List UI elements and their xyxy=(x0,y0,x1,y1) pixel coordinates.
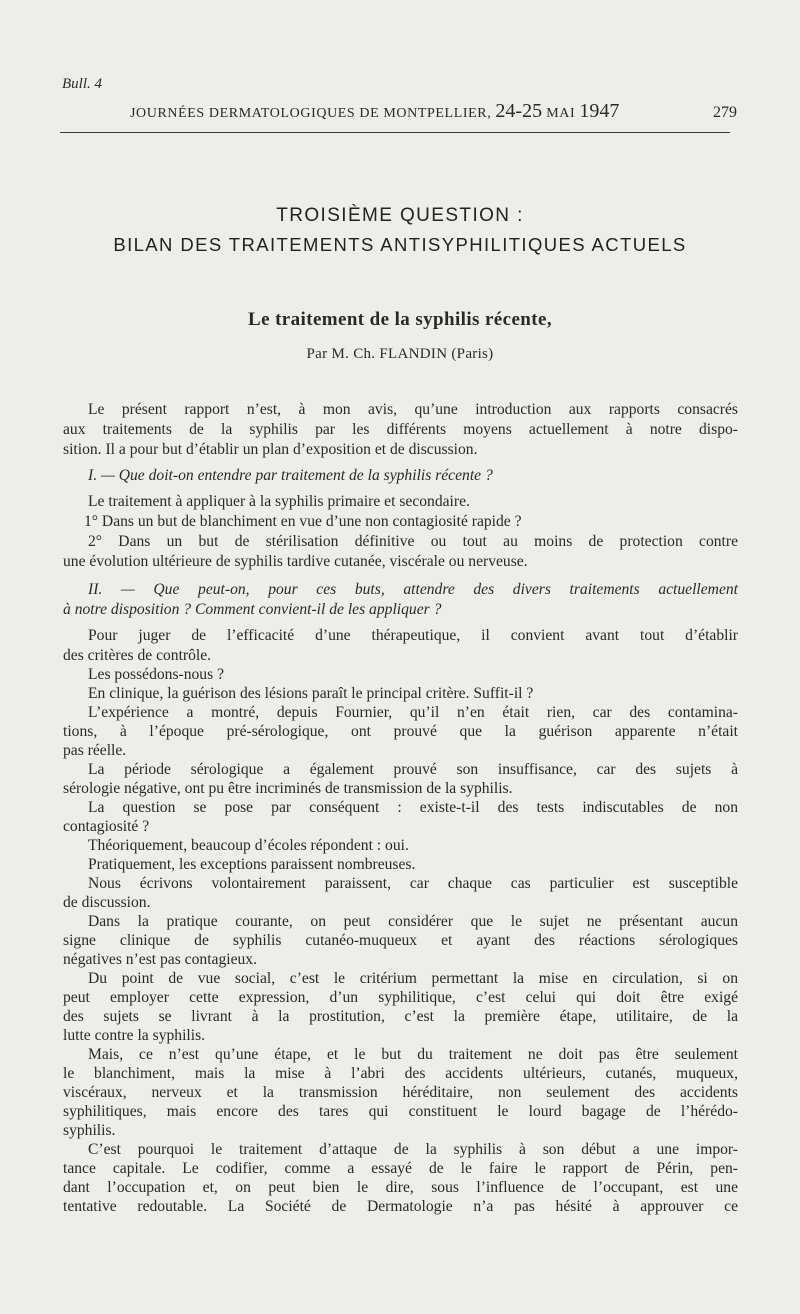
header-month: MAI xyxy=(546,106,576,121)
body-line: négatives n’est pas contagieux. xyxy=(63,951,257,968)
page-number: 279 xyxy=(713,104,737,121)
header-divider xyxy=(60,132,730,133)
body-line: pas réelle. xyxy=(63,742,127,759)
body-line-heading: à notre disposition ? Comment convient-il de les appliquer ? xyxy=(63,601,442,618)
body-line-heading: II. — Que peut-on, pour ces buts, attendre des divers traitements actuellement xyxy=(88,581,738,598)
body-line: dant l’occupation et, on peut bien le dire, sous l’influence de l’occupant, est une xyxy=(63,1179,738,1196)
body-line: 1° Dans un but de blanchiment en vue d’une non contagiosité rapide ? xyxy=(84,513,522,530)
body-line-heading: I. — Que doit-on entendre par traitement de la syphilis récente ? xyxy=(88,467,493,484)
body-line: C’est pourquoi le traitement d’attaque de la syphilis à son début a une impor- xyxy=(88,1141,738,1158)
body-line: La période sérologique a également prouvé son insuffisance, car des sujets à xyxy=(88,761,738,778)
body-line: 2° Dans un but de stérilisation définitive ou tout au moins de protection contre xyxy=(88,533,738,550)
body-line: signe clinique de syphilis cutanéo-muqueux et ayant des réactions sérologiques xyxy=(63,932,738,949)
body-line: Théoriquement, beaucoup d’écoles répondent : oui. xyxy=(88,837,409,854)
body-line: Dans la pratique courante, on peut considérer que le sujet ne présentant aucun xyxy=(88,913,738,930)
body-line: des critères de contrôle. xyxy=(63,647,212,664)
body-line: tentative redoutable. La Société de Dermatologie n’a pas hésité à approuver ce xyxy=(63,1198,738,1215)
body-line: sition. Il a pour but d’établir un plan d’exposition et de discussion. xyxy=(63,441,478,458)
body-line: aux traitements de la syphilis par les différents moyens actuellement à notre dispo- xyxy=(63,421,738,438)
body-line: des sujets se livrant à la prostitution, c’est la première étape, utilitaire, de la xyxy=(63,1008,738,1025)
question-heading: TROISIÈME QUESTION : xyxy=(276,205,524,226)
body-line: Nous écrivons volontairement paraissent, car chaque cas particulier est susceptible xyxy=(88,875,738,892)
body-line: Les possédons-nous ? xyxy=(88,666,224,683)
bulletin-number: Bull. 4 xyxy=(62,76,102,92)
body-line: viscéraux, nerveux et la transmission héréditaire, non seulement des accidents xyxy=(63,1084,738,1101)
body-line: En clinique, la guérison des lésions paraît le principal critère. Suffit-il ? xyxy=(88,685,534,702)
body-line: Le présent rapport n’est, à mon avis, qu’une introduction aux rapports consacrés xyxy=(88,401,738,418)
body-line: La question se pose par conséquent : existe-t-il des tests indiscutables de non xyxy=(88,799,738,816)
body-line: Pour juger de l’efficacité d’une thérapeutique, il convient avant tout d’établir xyxy=(88,627,738,644)
body-line: une évolution ultérieure de syphilis tardive cutanée, viscérale ou nerveuse. xyxy=(63,553,528,570)
body-line: tions, à l’époque pré-sérologique, ont prouvé que la guérison apparente n’était xyxy=(63,723,738,740)
body-line: Mais, ce n’est qu’une étape, et le but du traitement ne doit pas être seulement xyxy=(88,1046,738,1063)
body-line: syphilis. xyxy=(63,1122,116,1139)
journal-title: JOURNÉES DERMATOLOGIQUES DE MONTPELLIER, xyxy=(130,106,492,121)
body-line: syphilitiques, mais encore des tares qui constituent le lourd bagage de l’hérédo- xyxy=(63,1103,738,1120)
author-byline: Par M. Ch. FLANDIN (Paris) xyxy=(306,346,494,362)
body-line: Du point de vue social, c’est le critérium permettant la mise en circulation, si on xyxy=(88,970,738,987)
question-subheading: BILAN DES TRAITEMENTS ANTISYPHILITIQUES ACTUELS xyxy=(113,234,687,255)
body-line: sérologie négative, ont pu être incriminés de transmission de la syphilis. xyxy=(63,780,513,797)
body-line: Le traitement à appliquer à la syphilis primaire et secondaire. xyxy=(88,493,470,510)
running-header xyxy=(130,100,690,123)
body-line: Pratiquement, les exceptions paraissent nombreuses. xyxy=(88,856,416,873)
body-line: contagiosité ? xyxy=(63,818,150,835)
body-line: lutte contre la syphilis. xyxy=(63,1027,206,1044)
header-year: 1947 xyxy=(579,100,620,122)
body-line: le blanchiment, mais la mise à l’abri des accidents ultérieurs, cutanés, muqueux, xyxy=(63,1065,738,1082)
header-dates: 24-25 xyxy=(495,100,543,122)
section-title: Le traitement de la syphilis récente, xyxy=(248,309,552,330)
body-line: de discussion. xyxy=(63,894,151,911)
body-line: L’expérience a montré, depuis Fournier, qu’il n’en était rien, car des contamina- xyxy=(88,704,738,721)
body-line: peut employer cette expression, d’un syphilitique, c’est celui qui doit être exigé xyxy=(63,989,738,1006)
body-line: tance capitale. Le codifier, comme a essayé de le faire le rapport de Périn, pen- xyxy=(63,1160,738,1177)
